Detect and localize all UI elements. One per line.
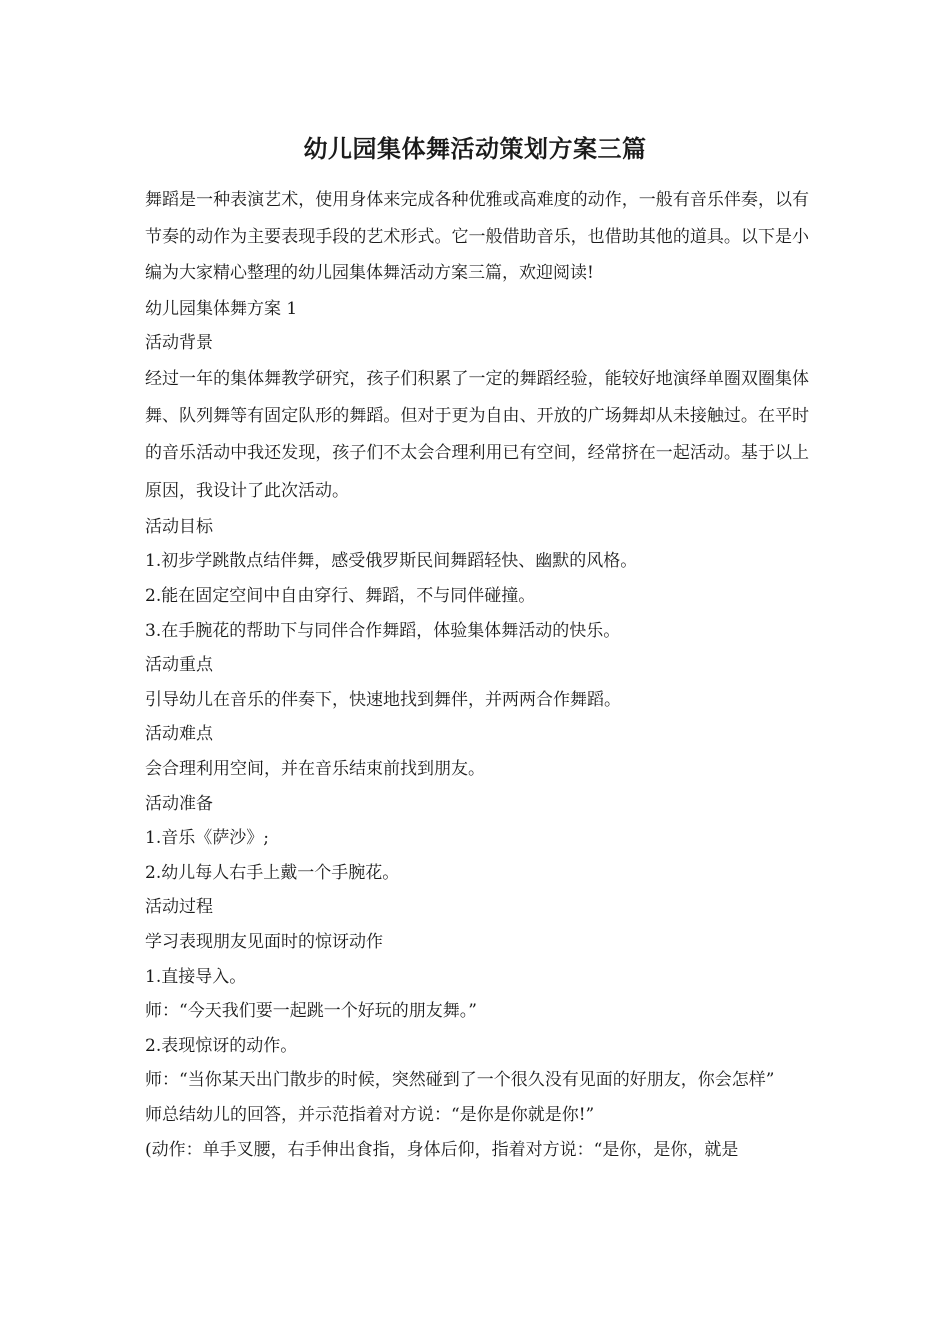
preparation-item-1: 1.音乐《萨沙》; bbox=[145, 828, 269, 849]
process-step-2: 2.表现惊讶的动作。 bbox=[145, 1035, 298, 1056]
heading-activity-goals: 活动目标 bbox=[145, 516, 213, 537]
preparation-item-2: 2.幼儿每人右手上戴一个手腕花。 bbox=[145, 862, 400, 883]
teacher-quote-1: 师：“今天我们要一起跳一个好玩的朋友舞。” bbox=[145, 1001, 477, 1022]
heading-activity-difficulty: 活动难点 bbox=[145, 724, 213, 745]
background-paragraph: 经过一年的集体舞教学研究，孩子们积累了一定的舞蹈经验，能较好地演绎单圈双圈集体舞、队列舞等有固定队形的舞蹈。但对于更为自由、开放的广场舞却从未接触过。在平时的音乐活动中我还发现，孩子们不太会合理利用已有空间，经常挤在一起活动。基于以上原因，我设计了此次活动。 bbox=[145, 368, 809, 501]
goal-item-2: 2.能在固定空间中自由穿行、舞蹈，不与同伴碰撞。 bbox=[145, 586, 536, 607]
action-description: (动作：单手叉腰，右手伸出食指，身体后仰，指着对方说：“是你，是你，就是 bbox=[145, 1139, 739, 1160]
focus-paragraph: 引导幼儿在音乐的伴奏下，快速地找到舞伴，并两两合作舞蹈。 bbox=[145, 689, 621, 710]
heading-activity-process: 活动过程 bbox=[145, 897, 213, 918]
heading-activity-preparation: 活动准备 bbox=[145, 793, 213, 814]
heading-activity-background: 活动背景 bbox=[145, 333, 213, 354]
heading-activity-focus: 活动重点 bbox=[145, 655, 213, 676]
process-subheading: 学习表现朋友见面时的惊讶动作 bbox=[145, 932, 383, 952]
goal-item-1: 1.初步学跳散点结伴舞，感受俄罗斯民间舞蹈轻快、幽默的风格。 bbox=[145, 551, 638, 572]
document-body bbox=[145, 182, 809, 1167]
document-title: 幼儿园集体舞活动策划方案三篇 bbox=[303, 134, 647, 163]
goal-item-3: 3.在手腕花的帮助下与同伴合作舞蹈，体验集体舞活动的快乐。 bbox=[145, 620, 621, 641]
difficulty-paragraph: 会合理利用空间，并在音乐结束前找到朋友。 bbox=[145, 759, 485, 780]
process-step-1: 1.直接导入。 bbox=[145, 966, 247, 987]
teacher-summary: 师总结幼儿的回答，并示范指着对方说：“是你是你就是你!” bbox=[145, 1104, 595, 1125]
intro-paragraph: 舞蹈是一种表演艺术，使用身体来完成各种优雅或高难度的动作，一般有音乐伴奏，以有节奏的动作为主要表现手段的艺术形式。它一般借助音乐，也借助其他的道具。以下是小编为大家精心整理的幼儿园集体舞活动方案三篇，欢迎阅读! bbox=[145, 190, 809, 283]
section-heading-plan-1: 幼儿园集体舞方案 1 bbox=[145, 298, 298, 319]
teacher-quote-2: 师：“当你某天出门散步的时候，突然碰到了一个很久没有见面的好朋友，你会怎样” bbox=[145, 1070, 775, 1091]
